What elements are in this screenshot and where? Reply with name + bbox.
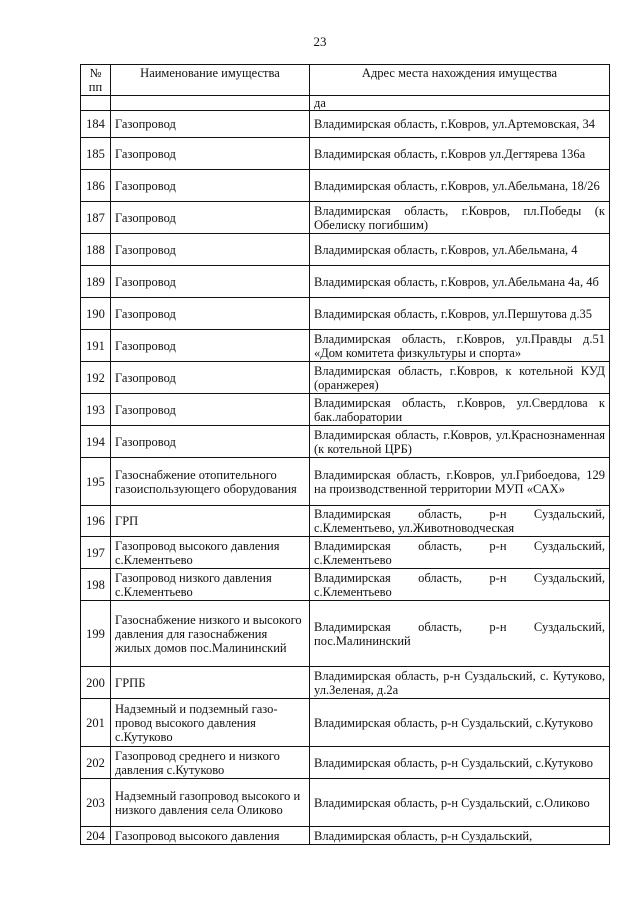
row-address: Владимирская область, р-н Суздальский, с.Клементьево: [310, 569, 610, 601]
row-property-name: ГРПБ: [111, 667, 310, 699]
row-number: 197: [81, 537, 111, 569]
table-row: [81, 699, 610, 747]
row-address: Владимирская область, г.Ковров, ул.Абельмана, 18/26: [310, 170, 610, 202]
row-address: Владимирская область, р-н Суздальский, пос.Малининский: [310, 601, 610, 667]
row-number: 195: [81, 458, 111, 506]
continuation-text: да: [310, 96, 610, 111]
row-number: 184: [81, 111, 111, 138]
column-header-num: № пп: [81, 65, 111, 96]
property-table: [80, 64, 610, 845]
table-row: [81, 827, 610, 845]
row-address: Владимирская область, р-н Суздальский, с.Кутуково: [310, 699, 610, 747]
row-number: 185: [81, 138, 111, 170]
table-row: [81, 667, 610, 699]
row-number: 200: [81, 667, 111, 699]
row-address: Владимирская область, г.Ковров, к котельной КУД (оранжерея): [310, 362, 610, 394]
table-row: [81, 170, 610, 202]
row-address: Владимирская область, р-н Суздальский, с.Клементьево, ул.Животноводческая: [310, 506, 610, 537]
row-address: Владимирская область, г.Ковров, ул.Першутова д.35: [310, 298, 610, 330]
row-number: 190: [81, 298, 111, 330]
row-number: 194: [81, 426, 111, 458]
table-row: [81, 537, 610, 569]
table-row: [81, 426, 610, 458]
row-number: 199: [81, 601, 111, 667]
table-row: [81, 569, 610, 601]
row-number: 189: [81, 266, 111, 298]
table-row: [81, 202, 610, 234]
row-property-name: Газопровод: [111, 394, 310, 426]
row-number: 192: [81, 362, 111, 394]
table-row: [81, 362, 610, 394]
column-header-name: Наименование имущества: [111, 65, 310, 96]
row-number: 204: [81, 827, 111, 845]
row-property-name: ГРП: [111, 506, 310, 537]
table-row: [81, 234, 610, 266]
table-row: [81, 394, 610, 426]
row-property-name: Газопровод: [111, 138, 310, 170]
row-property-name: Газоснабжение отопительного газоиспользующего оборудования: [111, 458, 310, 506]
row-property-name: Газопровод среднего и низкого давления с.Кутуково: [111, 747, 310, 779]
row-number: 198: [81, 569, 111, 601]
row-property-name: Газопровод: [111, 266, 310, 298]
table-row: [81, 266, 610, 298]
column-header-address: Адрес места нахождения имущества: [310, 65, 610, 96]
row-property-name: Газоснабжение низкого и высокого давления для газоснабжения жилых домов пос.Малининский: [111, 601, 310, 667]
row-property-name: Надземный и подземный газопровод высокого давления с.Кутуково: [111, 699, 310, 747]
table-row: [81, 330, 610, 362]
row-number: 187: [81, 202, 111, 234]
continuation-row: [81, 96, 610, 111]
row-number: 203: [81, 779, 111, 827]
row-property-name: Газопровод: [111, 170, 310, 202]
table-row: [81, 138, 610, 170]
row-property-name: Газопровод: [111, 234, 310, 266]
row-address: Владимирская область, р-н Суздальский, с.Кутуково: [310, 747, 610, 779]
table-row: [81, 111, 610, 138]
row-number: 201: [81, 699, 111, 747]
row-number: 186: [81, 170, 111, 202]
row-address: Владимирская область, р-н Суздальский, с.Оликово: [310, 779, 610, 827]
row-property-name: Газопровод высокого давления с.Клементьево: [111, 537, 310, 569]
row-property-name: Газопровод: [111, 330, 310, 362]
row-address: Владимирская область, г.Ковров, ул.Абельмана 4а, 4б: [310, 266, 610, 298]
row-address: Владимирская область, г.Ковров, ул.Свердлова к бак.лаборатории: [310, 394, 610, 426]
row-property-name: Газопровод низкого давления с.Клементьево: [111, 569, 310, 601]
row-number: 188: [81, 234, 111, 266]
row-property-name: Газопровод: [111, 202, 310, 234]
row-address: Владимирская область, г.Ковров, пл.Победы (к Обелиску погибшим): [310, 202, 610, 234]
row-number: 191: [81, 330, 111, 362]
row-address: Владимирская область, г.Ковров, ул.Грибоедова, 129 на производственной территории МУП «САХ»: [310, 458, 610, 506]
table-row: [81, 779, 610, 827]
page-number: 23: [313, 34, 327, 49]
table-row: [81, 458, 610, 506]
row-address: Владимирская область, г.Ковров, ул.Правды д.51 «Дом комитета физкультуры и спорта»: [310, 330, 610, 362]
row-address: Владимирская область, г.Ковров, ул.Артемовская, 34: [310, 111, 610, 138]
row-address: Владимирская область, р-н Суздальский,: [310, 827, 610, 845]
row-number: 196: [81, 506, 111, 537]
table-row: [81, 298, 610, 330]
row-property-name: Газопровод: [111, 362, 310, 394]
row-address: Владимирская область, р-н Суздальский, с. Кутуково, ул.Зеленая, д.2а: [310, 667, 610, 699]
row-property-name: Газопровод высокого давления: [111, 827, 310, 845]
row-address: Владимирская область, г.Ковров, ул.Абельмана, 4: [310, 234, 610, 266]
table-row: [81, 601, 610, 667]
row-property-name: Газопровод: [111, 111, 310, 138]
row-number: 193: [81, 394, 111, 426]
row-address: Владимирская область, г.Ковров, ул.Краснознаменная (к котельной ЦРБ): [310, 426, 610, 458]
table-row: [81, 506, 610, 537]
row-property-name: Надземный газопровод высокого и низкого давления села Оликово: [111, 779, 310, 827]
table-header: [81, 65, 610, 96]
row-property-name: Газопровод: [111, 426, 310, 458]
row-address: Владимирская область, г.Ковров ул.Дегтярева 136а: [310, 138, 610, 170]
table-row: [81, 747, 610, 779]
row-property-name: Газопровод: [111, 298, 310, 330]
table-body: [81, 96, 610, 845]
row-number: 202: [81, 747, 111, 779]
row-address: Владимирская область, р-н Суздальский, с.Клементьево: [310, 537, 610, 569]
